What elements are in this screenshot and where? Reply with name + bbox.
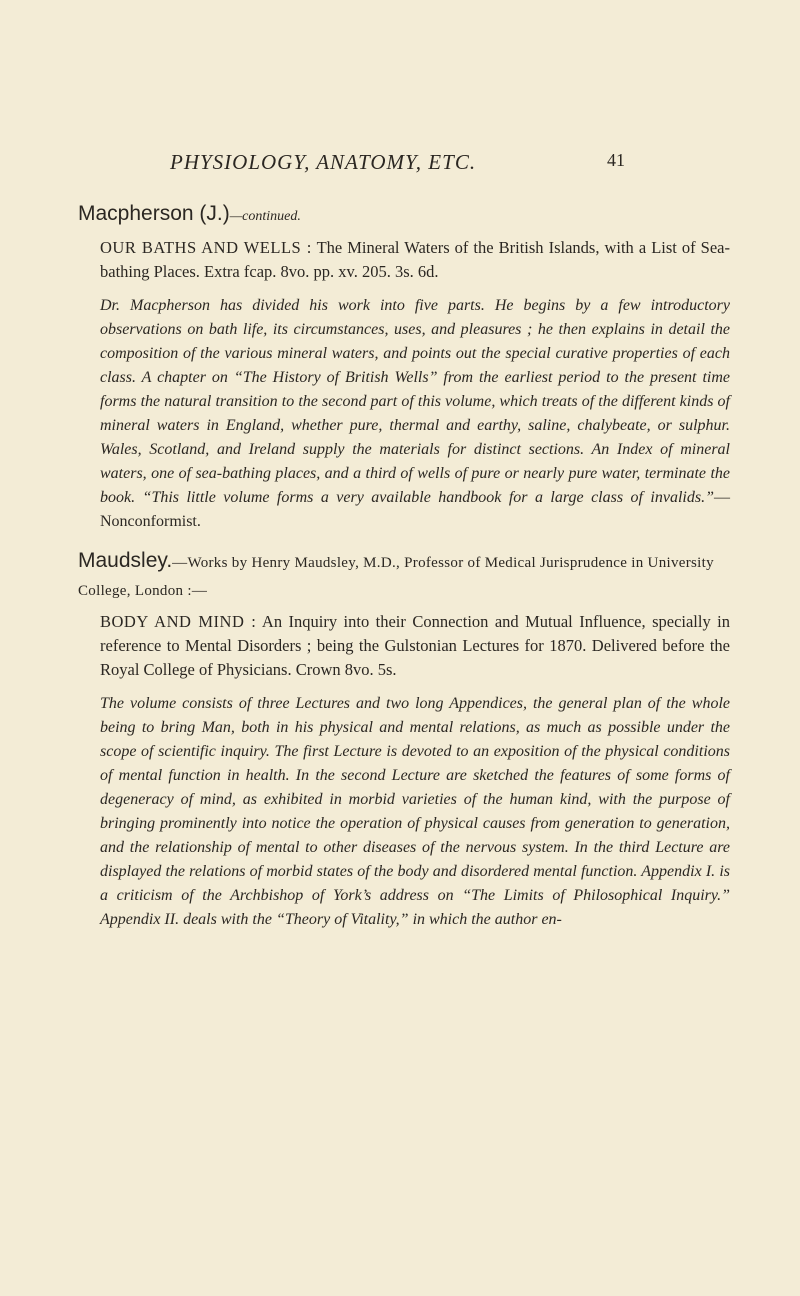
- author-heading: [78, 201, 730, 230]
- catalogue-content: [78, 175, 730, 932]
- author-suffix: —continued.: [229, 209, 301, 224]
- book-description: The Mineral Waters of the British Islands, with a List of Sea-bathing Places. Extra fcap. 8vo. pp. xv. 205. 3s. 6d.: [100, 238, 730, 281]
- book-description: An Inquiry into their Connection and Mutual Influence, specially in reference to Mental Disorders ; being the Gulstonian Lectures for 1870. Delivered before the Royal College of Physicians. Crown 8vo. 5s.: [100, 612, 730, 679]
- author-name: Maudsley.: [78, 549, 173, 572]
- review-source: —Nonconformist.: [100, 489, 730, 530]
- author-suffix: —Works by Henry Maudsley, M.D., Professor of Medical Jurisprudence in University College, London :—: [78, 555, 714, 599]
- review-text: Dr. Macpherson has divided his work into five parts. He begins by a few introductory observations on bath life, its circumstances, uses, and pleasures ; he then explains in detail the composition of the various mineral waters, and points out the special curative properties of each class. A chapter on “The History of British Wells” from the earliest period to the present time forms the natural transition to the second part of this volume, which treats of the different kinds of mineral waters in England, whether pure, thermal and earthy, saline, chalybeate, or sulphur. Wales, Scotland, and Ireland supply the materials for distinct sections. An Index of mineral waters, one of sea-bathing places, and a third of wells of pure or nearly pure water, terminate the book. “This little volume forms a very available handbook for a large class of invalids.”: [100, 297, 730, 506]
- review-text: The volume consists of three Lectures and two long Appendices, the general plan of the whole being to bring Man, both in his physical and mental relations, as much as possible under the scope of scientific inquiry. The first Lecture is devoted to an exposition of the physical conditions of mental function in health. In the second Lecture are sketched the features of some forms of degeneracy of mind, as exhibited in morbid varieties of the human kind, with the purpose of bringing prominently into notice the operation of physical causes from generation to generation, and the relationship of mental to other diseases of the nervous system. In the third Lecture are displayed the relations of morbid states of the body and disordered mental function. Appendix I. is a criticism of the Archbishop of York’s address on “The Limits of Philosophical Inquiry.” Appendix II. deals with the “Theory of Vitality,” in which the author en-: [100, 695, 730, 928]
- book-title: BODY AND MIND :: [100, 612, 257, 631]
- author-name: Macpherson (J.): [78, 202, 230, 225]
- running-header: [170, 150, 625, 176]
- book-title: OUR BATHS AND WELLS :: [100, 238, 312, 257]
- book-entry: [100, 610, 730, 682]
- book-review: [100, 294, 730, 534]
- book-entry: [100, 236, 730, 284]
- page-number: 41: [607, 150, 625, 170]
- author-heading: [78, 548, 730, 604]
- book-review: [100, 692, 730, 932]
- running-title: PHYSIOLOGY, ANATOMY, ETC.: [170, 150, 477, 174]
